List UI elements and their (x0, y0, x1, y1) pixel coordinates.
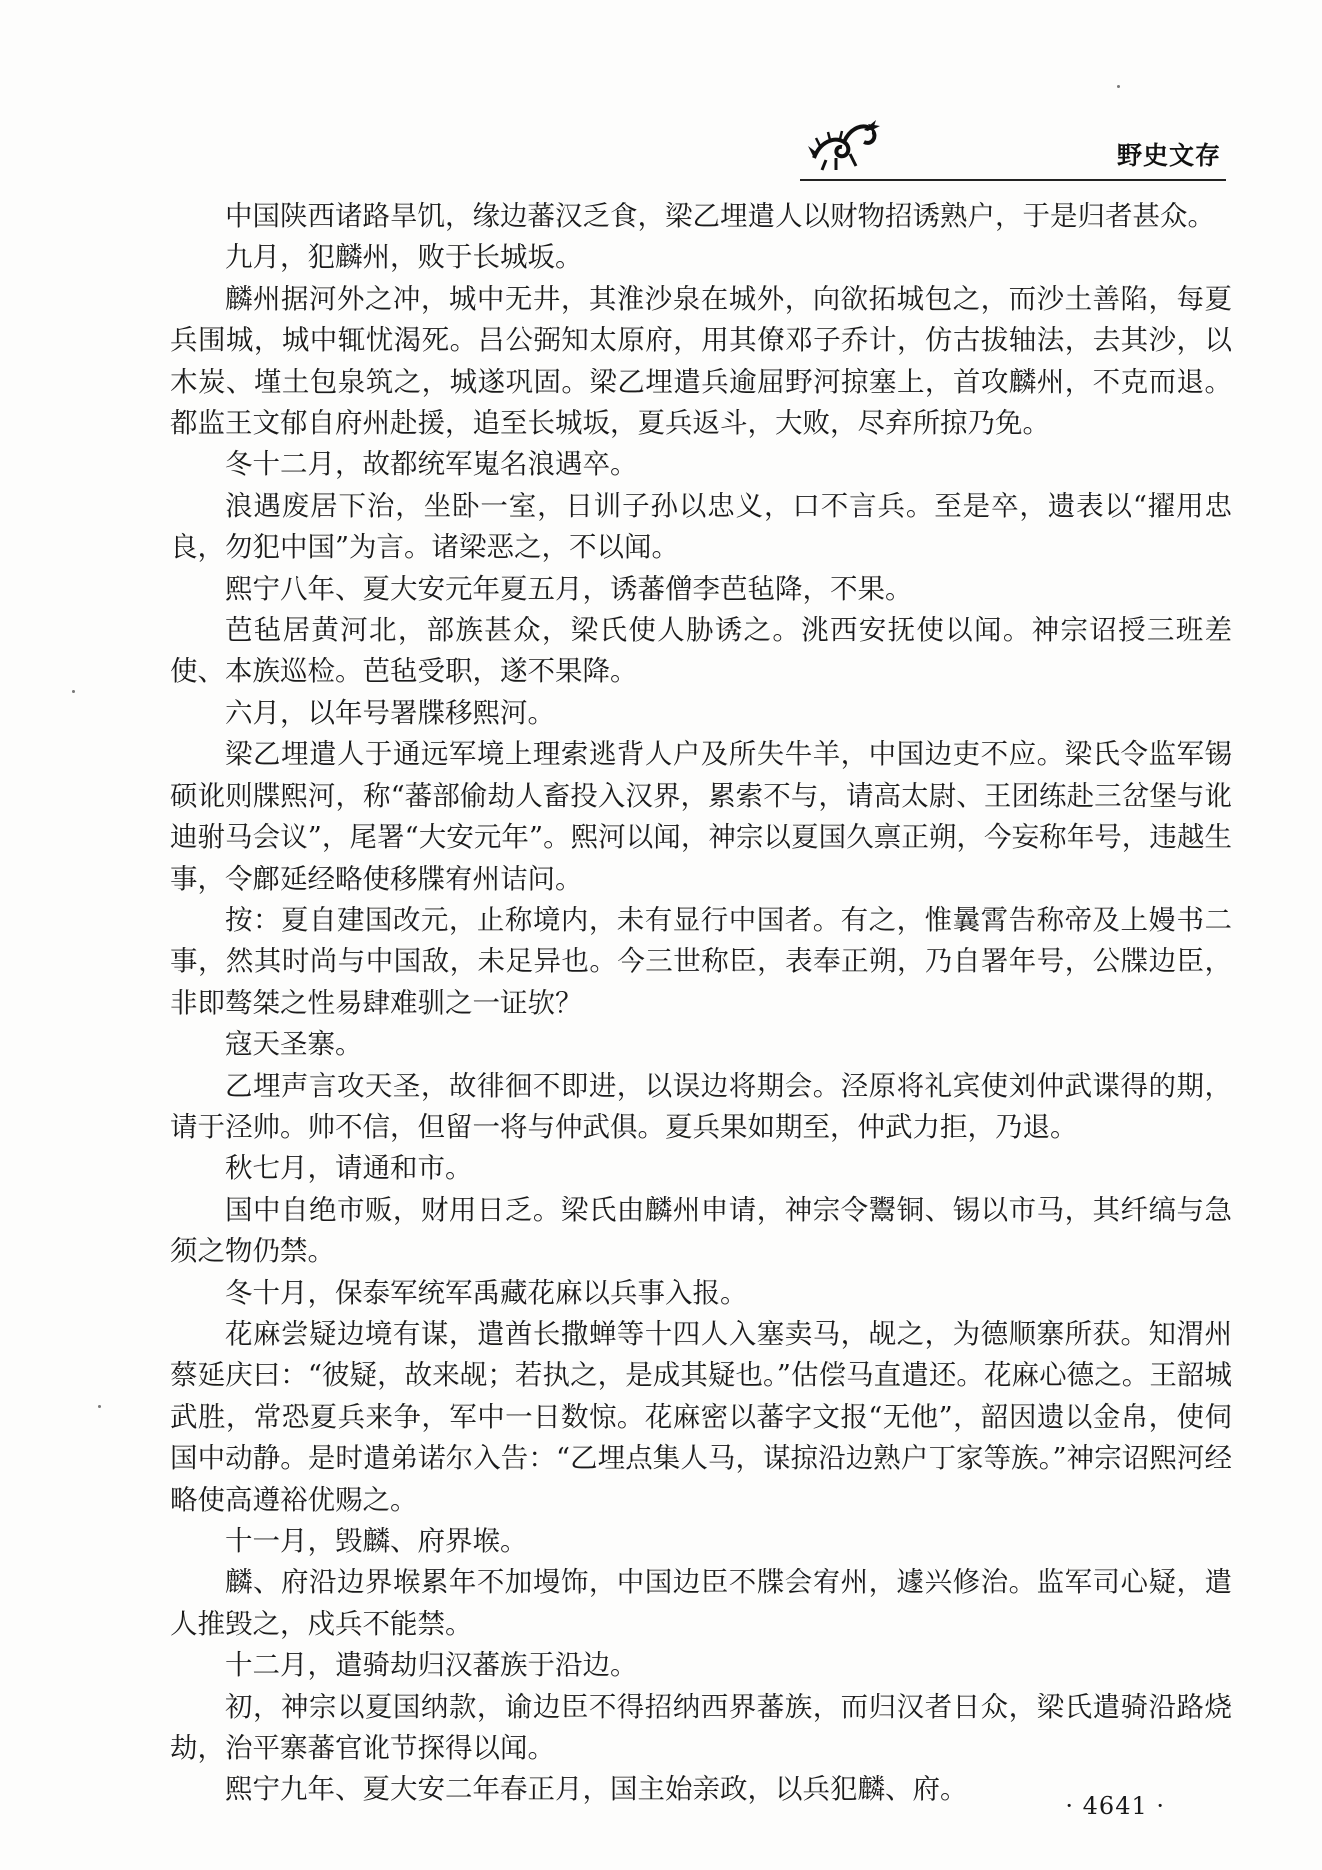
paragraph: 熙宁九年、夏大安二年春正月，国主始亲政，以兵犯麟、府。 (225, 1773, 968, 1806)
paragraph: 熙宁八年、夏大安元年夏五月，诱蕃僧李芭毡降，不果。 (225, 572, 913, 605)
paragraph: 冬十二月，故都统军嵬名浪遇卒。 (225, 448, 638, 481)
paragraph: 梁乙埋遣人于通远军境上理索逃背人户及所失牛羊，中国边吏不应。梁氏令监军锡硕讹则牒熙河，称“蕃部偷劫人畜投入汉界，累索不与，请高太尉、王团练赴三岔堡与讹迪驸马会议”，尾署“大安元年”。熙河以闻，神宗以夏国久禀正朔，今妄称年号，违越生事，令鄜延经略使移牒宥州诘问。 (170, 738, 1232, 895)
paragraph: 按：夏自建国改元，止称境内，未有显行中国者。有之，惟曩霄告称帝及上嫚书二事，然其时尚与中国敌，未足异也。今三世称臣，表奉正朔，乃自署年号，公牒边臣，非即骜桀之性易肆难驯之一证欤？ (170, 903, 1232, 1019)
paragraph: 浪遇废居下治，坐卧一室，日训子孙以忠义，口不言兵。至是卒，遗表以“擢用忠良，勿犯中国”为言。诸梁恶之，不以闻。 (170, 489, 1232, 564)
paragraph: 秋七月，请通和市。 (225, 1152, 473, 1185)
paragraph: 乙埋声言攻天圣，故徘徊不即进，以误边将期会。泾原将礼宾使刘仲武谍得的期，请于泾帅。帅不信，但留一将与仲武俱。夏兵果如期至，仲武力拒，乃退。 (170, 1069, 1232, 1143)
paragraph: 九月，犯麟州，败于长城坂。 (225, 241, 583, 274)
paragraph: 初，神宗以夏国纳款，谕边臣不得招纳西界蕃族，而归汉者日众，梁氏遣骑沿路烧劫，治平寨蕃官讹节探得以闻。 (170, 1690, 1232, 1765)
header-rule (800, 179, 1226, 181)
paragraph: 中国陕西诸路旱饥，缘边蕃汉乏食，梁乙埋遣人以财物招诱熟户，于是归者甚众。 (225, 200, 1215, 232)
scan-speck (1117, 85, 1120, 88)
page-number: · 4641 · (1065, 1792, 1165, 1820)
paragraph: 麟州据河外之冲，城中无井，其淮沙泉在城外，向欲拓城包之，而沙土善陷，每夏兵围城，城中辄忧渴死。吕公弼知太原府，用其僚邓子乔计，仿古拔轴法，去其沙，以木炭、墐土包泉筑之，城遂巩固。梁乙埋遣兵逾屈野河掠塞上，首攻麟州，不克而退。都监王文郁自府州赴援，追至长城坂，夏兵返斗，大败，尽弃所掠乃免。 (170, 282, 1232, 440)
body-text (170, 196, 1232, 1811)
paragraph: 花麻尝疑边境有谋，遣酋长撒蝉等十四人入塞卖马，觇之，为德顺寨所获。知渭州蔡延庆曰：“彼疑，故来觇；若执之，是成其疑也。”估偿马直遣还。花麻心德之。王韶城武胜，常恐夏兵来争，军中一日数惊。花麻密以蕃字文报“无他”，韶因遗以金帛，使伺国中动静。是时遣弟诺尔入告：“乙埋点集人马，谋掠沿边熟户丁家等族。”神宗诏熙河经略使高遵裕优赐之。 (170, 1317, 1232, 1516)
paragraph: 寇天圣寨。 (225, 1028, 363, 1061)
paragraph: 国中自绝市贩，财用日乏。梁氏由麟州申请，神宗令鬻铜、锡以市马，其纤缟与急须之物仍禁。 (170, 1193, 1232, 1268)
paragraph: 六月，以年号署牒移熙河。 (225, 696, 555, 729)
dragon-icon (806, 112, 884, 174)
paragraph: 冬十月，保泰军统军禹藏花麻以兵事入报。 (225, 1276, 748, 1309)
series-title: 野史文存 (1116, 141, 1221, 170)
scan-speck (98, 1405, 101, 1408)
paragraph: 十二月，遣骑劫归汉蕃族于沿边。 (225, 1649, 638, 1682)
paragraph: 芭毡居黄河北，部族甚众，梁氏使人胁诱之。洮西安抚使以闻。神宗诏授三班差使、本族巡检。芭毡受职，遂不果降。 (170, 614, 1232, 688)
paragraph: 十一月，毁麟、府界堠。 (225, 1525, 528, 1557)
paragraph: 麟、府沿边界堠累年不加墁饰，中国边臣不牒会宥州，遽兴修治。监军司心疑，遣人推毁之，戍兵不能禁。 (170, 1566, 1232, 1640)
scan-speck (72, 690, 75, 693)
